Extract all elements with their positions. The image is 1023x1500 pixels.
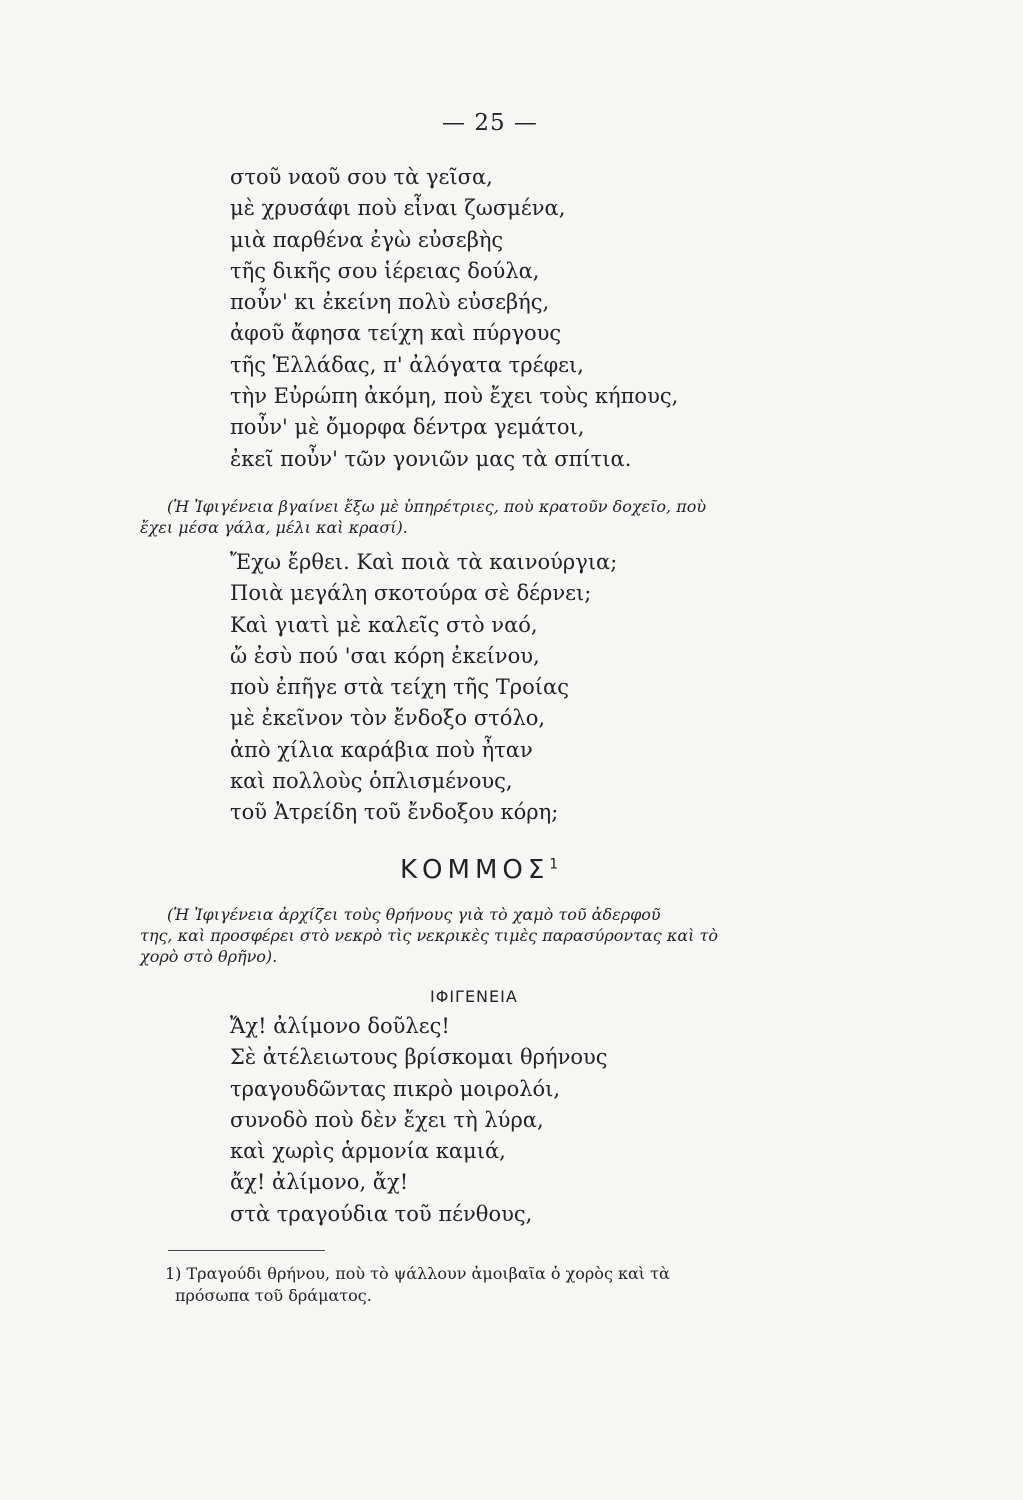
verse-line: στὰ τραγούδια τοῦ πένθους, [230,1201,533,1226]
verse-block-1 [230,162,678,475]
speaker-name: ΙΦΙΓΕΝΕΙΑ [430,987,518,1006]
verse-line: τῆς Ἑλλάδας, π' ἀλόγατα τρέφει, [230,352,584,377]
verse-block-2 [230,547,617,829]
verse-line: ἀφοῦ ἄφησα τείχη καὶ πύργους [230,321,562,346]
verse-line: στοῦ ναοῦ σου τὰ γεῖσα, [230,165,493,189]
verse-line: ἀπὸ χίλια καράβια ποὺ ἦταν [230,737,533,762]
stage-direction-line: (Ἡ Ἰφιγένεια βγαίνει ἔξω μὲ ὑπηρέτριες, ποὺ κρατοῦν δοχεῖο, ποὺ [167,497,707,516]
verse-line: μιὰ παρθένα ἐγὼ εὐσεβὴς [230,227,504,252]
verse-line: ποὖν' κι ἐκείνη πολὺ εὐσεβής, [230,290,550,315]
verse-line: ὤ ἐσὺ πού 'σαι κόρη ἐκείνου, [230,643,540,668]
verse-line: τραγουδῶντας πικρὸ μοιρολόι, [230,1076,561,1101]
footnote-line: πρόσωπα τοῦ δράματος. [175,1286,372,1305]
verse-line: ἐκεῖ ποὖν' τῶν γονιῶν μας τὰ σπίτια. [230,446,632,471]
verse-line: συνοδὸ ποὺ δὲν ἔχει τὴ λύρα, [230,1107,544,1132]
page-number: — 25 — [442,110,538,136]
section-heading-kommos [400,855,600,885]
verse-line: Ποιὰ μεγάλη σκοτούρα σὲ δέρνει; [230,581,592,606]
footnote-mark: 1 [549,856,559,873]
verse-line: Καὶ γιατὶ μὲ καλεῖς στὸ ναό, [230,612,538,637]
verse-line: ἄχ! ἀλίμονο, ἄχ! [230,1170,409,1195]
verse-line: μὲ χρυσάφι ποὺ εἶναι ζωσμένα, [230,196,566,221]
verse-line: Σὲ ἀτέλειωτους βρίσκομαι θρήνους [230,1045,608,1070]
stage-direction-line: της, καὶ προσφέρει στὸ νεκρὸ τὶς νεκρικὲς τιμὲς παρασύροντας καὶ τὸ [140,926,718,945]
verse-line: ποὺ ἐπῆγε στὰ τείχη τῆς Τροίας [230,675,569,700]
footnote-divider [168,1250,325,1251]
stage-direction-line: (Ἡ Ἰφιγένεια ἀρχίζει τοὺς θρήνους γιὰ τὸ χαμὸ τοῦ ἀδερφοῦ [167,905,661,924]
verse-line: ποὖν' μὲ ὄμορφα δέντρα γεμάτοι, [230,415,585,440]
verse-line: τοῦ Ἀτρείδη τοῦ ἔνδοξου κόρη; [230,800,559,825]
stage-direction-1 [140,496,845,538]
footnote-line: 1) Τραγούδι θρήνου, ποὺ τὸ ψάλλουν ἀμοιβαῖα ὁ χορὸς καὶ τὰ [165,1264,670,1283]
verse-line: μὲ ἐκεῖνον τὸν ἔνδοξο στόλο, [230,706,546,731]
verse-line: Ἄχ! ἀλίμονο δοῦλες! [230,1014,450,1038]
stage-direction-line: χορὸ στὸ θρῆνο). [140,947,278,966]
heading-text: ΚΟΜΜΟΣ [400,855,550,885]
verse-line: τῆς δικῆς σου ἱέρειας δούλα, [230,258,540,283]
verse-line: τὴν Εὐρώπη ἀκόμη, ποὺ ἔχει τοὺς κήπους, [230,384,679,409]
stage-direction-2 [140,904,845,967]
verse-line: καὶ χωρὶς ἁρμονία καμιά, [230,1139,506,1164]
verse-block-3 [230,1011,608,1230]
stage-direction-line: ἔχει μέσα γάλα, μέλι καὶ κρασί). [140,518,408,537]
footnote [165,1263,855,1307]
verse-line: καὶ πολλοὺς ὁπλισμένους, [230,769,513,794]
verse-line: Ἔχω ἔρθει. Καὶ ποιὰ τὰ καινούργια; [230,550,618,574]
